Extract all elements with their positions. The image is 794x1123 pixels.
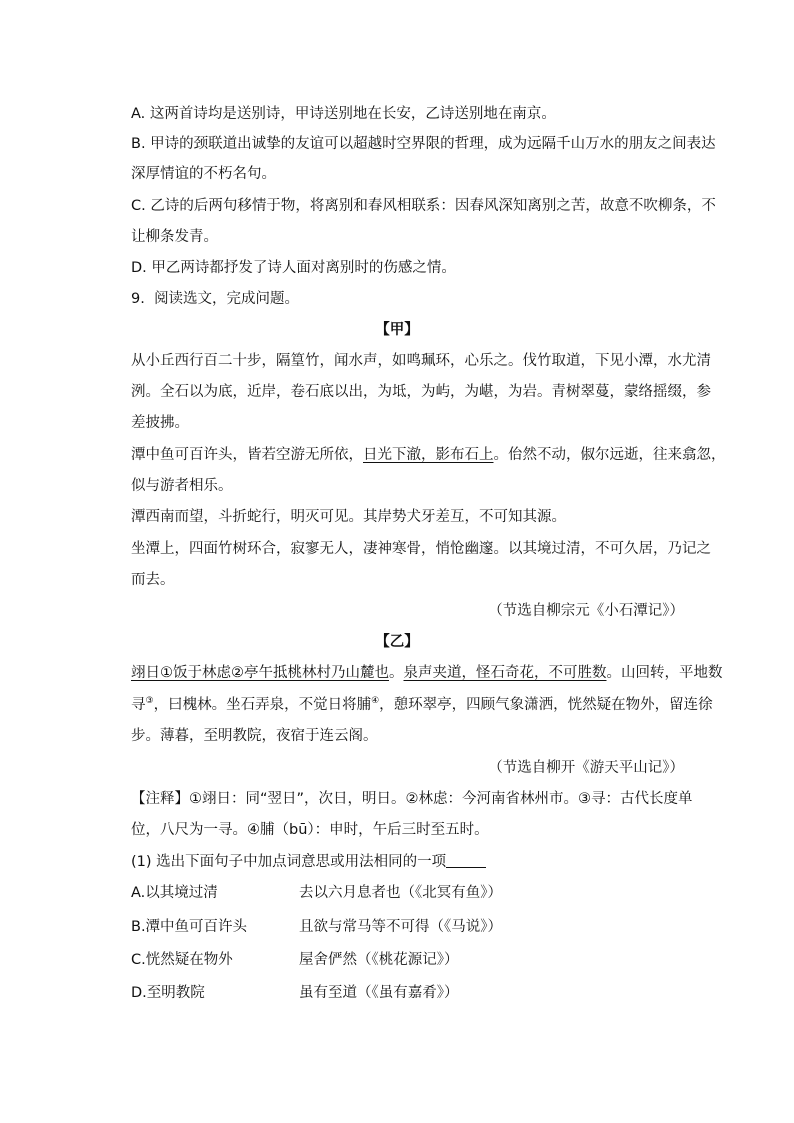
option-d: D. 甲乙两诗都抒发了诗人面对离别时的伤感之情。: [131, 260, 456, 276]
question-9: [131, 289, 299, 309]
note-marker-4: ④: [371, 696, 380, 706]
choice-d-compare: 虽有至道（《虽有嘉肴》）: [299, 985, 459, 1001]
note-marker-1: ①: [160, 665, 173, 681]
jia-p4-line1: 坐潭上，四面竹树环合，寂寥无人，凄神寒骨，悄怆幽邃。以其境过清，不可久居，乃记之: [131, 541, 711, 557]
option-b-line2: 深厚情谊的不朽名句。: [131, 166, 276, 182]
yi-line3: 步。薄暮，至明教院，夜宿于连云阁。: [131, 728, 378, 744]
jia-p2-text-b: 。佁然不动，俶尔远逝，往来翕忽，: [493, 447, 726, 463]
notes-line2: 位，八尺为一寻。④脯（bū）：申时，午后三时至五时。: [131, 822, 489, 838]
note-marker-3: ③: [145, 696, 154, 706]
choice-d-sentence: D.至明教院: [131, 985, 205, 1001]
choice-a-sentence: A.以其境过清: [131, 885, 218, 901]
yi-line2: 寻③，曰槐林。坐石弄泉，不觉日将脯④，憩环翠亭，四顾气象潇洒，恍然疑在物外，留连徐: [131, 696, 713, 713]
yi-underlined-sentence-2: 泉声夹道，怪石奇花，不可胜数: [403, 665, 607, 681]
option-c-line1: C. 乙诗的后两句移情于物，将离别和春风相联系：因春风深知离别之苦，故意不吹柳条，不: [131, 198, 716, 214]
choice-c-compare: 屋舍俨然（《桃花源记》）: [299, 952, 459, 968]
jia-p1-line3: 差披拂。: [131, 415, 189, 431]
passage-jia-title: 【甲】: [375, 322, 419, 338]
jia-p3: 潭西南而望，斗折蛇行，明灭可见。其岸势犬牙差互，不可知其源。: [131, 509, 566, 525]
choice-b-compare: 且欲与常马等不可得（《马说》）: [299, 919, 502, 935]
choice-d: [131, 983, 459, 1003]
choice-b-sentence: B.潭中鱼可百许头: [131, 919, 248, 935]
jia-p1-line1: 从小丘西行百二十步，隔篁竹，闻水声，如鸣珮环，心乐之。伐竹取道，下见小潭，水尤清: [131, 353, 711, 369]
choice-a: [131, 883, 502, 903]
yi-underlined-sentence-1: 翊日①饭于林虑②亭午抵桃林村乃山麓也: [131, 665, 389, 681]
subquestion-1: [131, 852, 486, 872]
question-prompt: 阅读选文，完成问题。: [154, 291, 300, 307]
question-number: 9.: [131, 291, 145, 307]
passage-yi-title: 【乙】: [375, 634, 419, 650]
yi-line1: 翊日①饭于林虑②亭午抵桃林村乃山麓也。泉声夹道，怪石奇花，不可胜数。山回转，平地数: [131, 665, 723, 681]
subquestion-prompt: (1) 选出下面句子中加点词意思或用法相同的一项: [131, 854, 447, 870]
note-marker-2: ②: [231, 665, 244, 681]
jia-source: （节选自柳宗元《小石潭记》）: [488, 603, 684, 619]
jia-underlined-sentence: 日光下澈，影布石上: [363, 447, 494, 463]
choice-a-compare: 去以六月息者也（《北冥有鱼》）: [299, 885, 502, 901]
jia-p2-line2: 似与游者相乐。: [131, 478, 233, 494]
jia-p4-line2: 而去。: [131, 572, 175, 588]
jia-p1-line2: 洌。全石以为底，近岸，卷石底以出，为坻，为屿，为嵁，为岩。青树翠蔓，蒙络摇缀，参: [131, 384, 711, 400]
choice-b: [131, 917, 502, 937]
option-c-line2: 让柳条发青。: [131, 229, 218, 245]
choice-c: [131, 950, 459, 970]
option-b-line1: B. 甲诗的颈联道出诚挚的友谊可以超越时空界限的哲理，成为远隔千山万水的朋友之间表达: [131, 136, 716, 152]
answer-blank[interactable]: [446, 853, 486, 868]
option-a: A. 这两首诗均是送别诗，甲诗送别地在长安，乙诗送别地在南京。: [131, 106, 556, 122]
choice-c-sentence: C.恍然疑在物外: [131, 952, 233, 968]
jia-p2-line1: [131, 445, 726, 465]
jia-p2-text-a: 潭中鱼可百许头，皆若空游无所依，: [131, 447, 363, 463]
yi-source: （节选自柳开《游天平山记》）: [488, 760, 684, 776]
notes-line1: 【注释】①翊日：同“翌日”，次日，明日。②林虑：今河南省林州市。③寻：古代长度单: [131, 791, 693, 807]
